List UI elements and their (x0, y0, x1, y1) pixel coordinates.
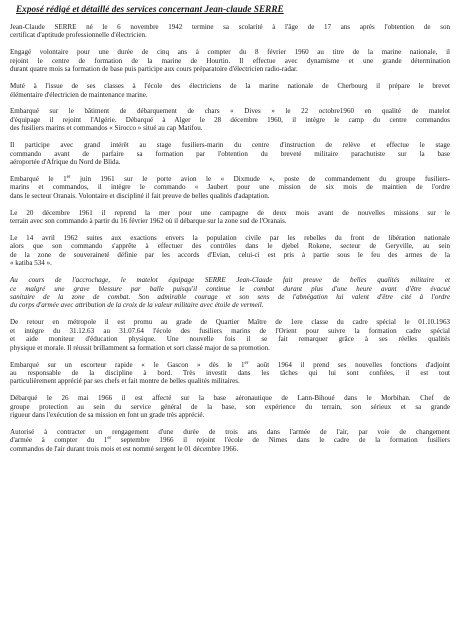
paragraph-line: Le 14 avril 1962 suites aux exactions envers la population civile par les rebelles du front de libération nationale (10, 233, 450, 242)
paragraph-line: Engagé volontaire pour une durée de cinq ans à compter du 8 février 1960 au titre de la marine nationale, il (10, 48, 450, 57)
paragraph-line: rejoint le centre de formation de la marine de Hourtin. Il effectue avec dynamisme et une grande détermination (10, 56, 450, 65)
paragraph-line: élémentaire d'électricien de maintenance marine. (10, 90, 148, 99)
paragraph-line: et intègre du 31.12.63 au 31.07.64 l'école des fusiliers marins de l'Orient pour suivre la formation cadre spécial (10, 326, 450, 335)
paragraph-line: Jean-Claude SERRE né le 6 novembre 1942 termine sa scolarité à l'âge de 17 ans après l'obtention de son (10, 23, 450, 31)
paragraph-line: marins et commandos, il intègre le commando « Jaubert pour une mission de six mois de maintien de l'ordre (10, 183, 450, 192)
paragraph-line: Embarqué sur le bâtiment de débarquement de chars « Dives » le 22 octobre1960 en qualité de matelot (10, 107, 450, 116)
paragraph-line: groupe protection au sein du service général de la base, son expérience du terrain, son sérieux et sa grande (10, 402, 450, 411)
paragraph-line: dans le secteur Oranais. Volontaire et discipliné il fait preuve de belles qualités d'adaptation. (10, 191, 270, 200)
paragraph-line: de la zone de souveraineté définie par les accords d'Evian, celui-ci est pris à partie sous le feu des armes de la (10, 250, 450, 259)
paragraph (10, 48, 450, 73)
paragraph (10, 209, 450, 226)
ordinal-superscript: er (107, 436, 112, 442)
paragraph-line: « katiba 534 ». (10, 259, 52, 268)
paragraph (10, 318, 450, 352)
paragraph-line: certificat d'aptitude professionnelle d'électricien. (10, 31, 147, 40)
document-body (10, 23, 450, 453)
paragraph-line: Embarqué le 1er juin 1961 sur le porte avion le « Dixmude », poste de commandement du groupe fusiliers- (10, 174, 450, 183)
paragraph-line: commando avant de parfaire sa formation par l'obtention du breveté militaire parachutiste sur la base (10, 149, 450, 158)
paragraph (10, 82, 450, 99)
paragraph-line: commandos de l'air durant trois mois et est nommé sergent le 01 décembre 1966. (10, 444, 239, 453)
paragraph (10, 428, 450, 453)
paragraph (10, 141, 450, 166)
paragraph (10, 276, 450, 310)
paragraph (10, 234, 450, 268)
paragraph-line: Le 20 décembre 1961 il reprend la mer pour une campagne de deux mois avant de nouvelles missions sur le (10, 208, 450, 217)
paragraph-line: aéroportée d'Afrique du Nord de Blida. (10, 158, 121, 166)
paragraph-line: particulièrement apprécié par ses chefs et fait montre de belles qualités militaires. (10, 377, 240, 386)
paragraph-line: Autorisé à contracter un rengagement d'une durée de trois ans dans l'armée de l'air, par voie de changement (10, 428, 450, 436)
document-title: Exposé rédigé et détaillé des services concernant Jean-claude SERRE (16, 4, 284, 14)
paragraph-line: au responsable de la discipline à bord. Très investit dans les tâches qui lui sont confiées, il est tout (10, 368, 450, 377)
paragraph (10, 394, 450, 419)
paragraph-line: sanitaire de la zone de combat. Son admirable courage et son sens de l'abnégation lui valent d'être cité à l'ordre (10, 293, 450, 301)
paragraph-line: Au cours de l'accrochage, le matelot équipage SERRE Jean-Claude fait preuve de belles qualités militaire et (10, 276, 450, 285)
paragraph (10, 23, 450, 40)
paragraph-line: rigueur dans l'exécution de sa mission en font un grade très apprécié. (10, 411, 205, 420)
paragraph-line: Muté à l'issue de ses classes à l'école des électriciens de la marine nationale de Cherbourg il prépare le brevet (10, 82, 450, 91)
paragraph-line: De retour en métropole il est promu au grade de Quartier Maître de 1ere classe du cadre spécial le 01.10.1963 (10, 318, 450, 327)
paragraph-line: du corps d'armée avec attribution de la croix de la valeur militaire avec étoile de vermeil. (10, 301, 264, 310)
paragraph-line: physique et morale. Il réussit brillamment sa formation et sort classé major de sa promotion. (10, 343, 270, 352)
paragraph-line: et aide moniteur d'éducation physique. Une nouvelle fois il se fait remarquer grâce à ses réelles qualités (10, 335, 450, 344)
paragraph-line: ce malgré une grave blessure par balle puisqu'il continue le combat durant plus d'une heure avant d'être évacué (10, 284, 450, 293)
paragraph-line: durant quatre mois sa formation de base puis participe aux cours préparatoire d'électricien radio-radar. (10, 65, 298, 74)
ordinal-superscript: er (244, 360, 249, 366)
paragraph-line: Il participe avec grand intérêt au stage fusiliers-marin du centre d'instruction de relève et effectue le stage (10, 141, 450, 150)
paragraph (10, 175, 450, 200)
paragraph-line: Débarqué le 26 mai 1966 il est affecté sur la base aéronautique de Lann-Bihoué dans le Morbihan. Chef de (10, 394, 450, 403)
ordinal-superscript: er (66, 174, 71, 180)
paragraph-line: des fusiliers marins et commandos « Sirocco » situé au cap Matifou. (10, 124, 203, 133)
paragraph-line: alors que son commando s'apprête à effectuer des contrôles dans le djebel Rokene, secteur de Geryville, au sein (10, 242, 450, 251)
paragraph-line: Embarqué sur un escorteur rapide « le Gascon » dès le 1er août 1964 il prend ses nouvelles fonctions d'adjoint (10, 360, 450, 369)
paragraph (10, 361, 450, 386)
paragraph (10, 107, 450, 132)
paragraph-line: terrain avec son commando à partir du 16 février 1962 où il débarque sur la zone sud de l'Oranais. (10, 217, 287, 226)
paragraph-line: d'armée à compter du 1er septembre 1966 il rejoint l'école de Nimes dans le cadre de la formation fusiliers (10, 436, 450, 445)
paragraph-line: d'équipage il rejoint l'Algérie. Débarqué à Alger le 28 décembre 1960, il intègre le camp du centre commandos (10, 115, 450, 124)
